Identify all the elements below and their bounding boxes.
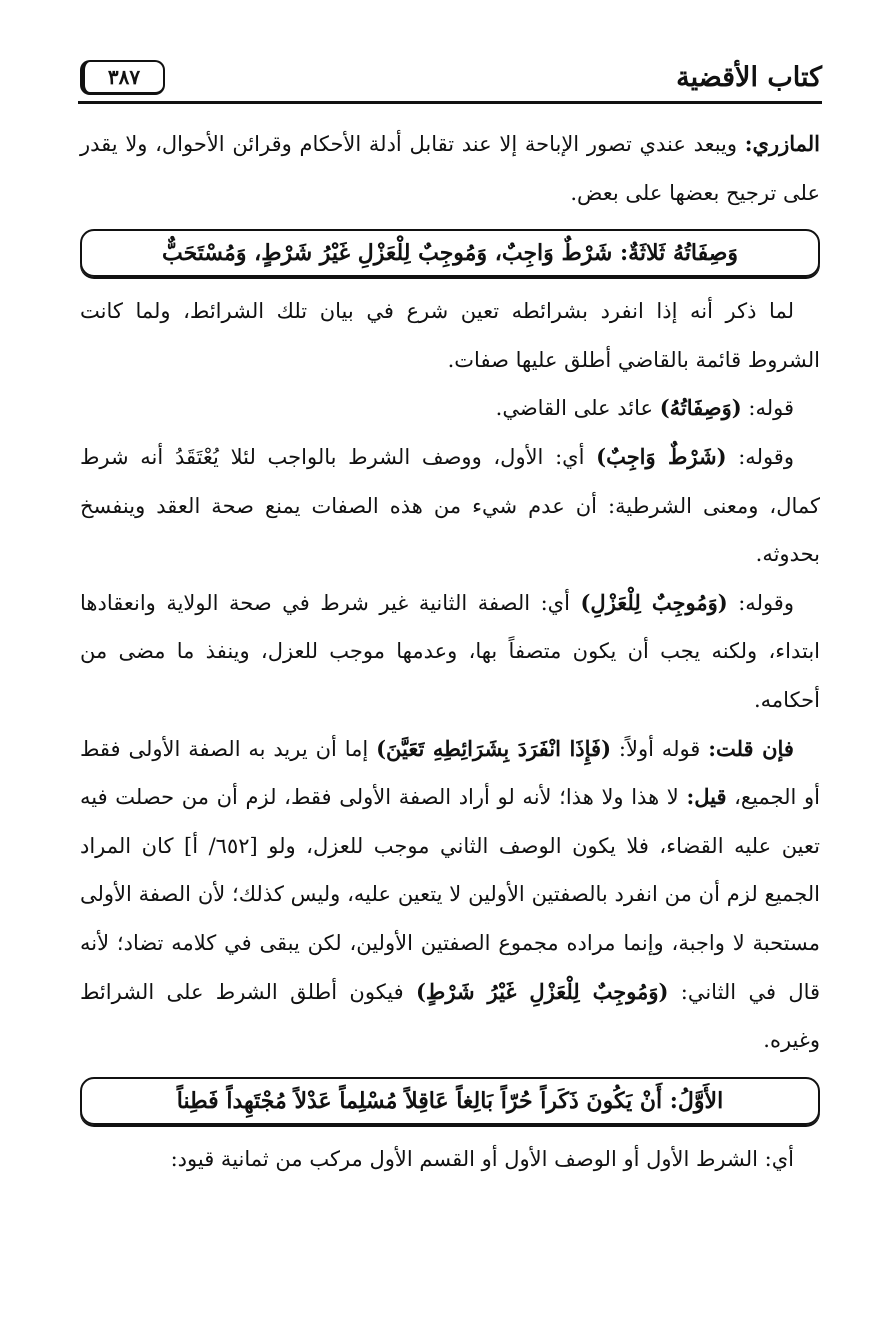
page-header [78, 52, 822, 104]
reply-label: قيل: [686, 784, 727, 810]
paragraph-objection [80, 725, 820, 1065]
paragraph-shart-wajib [80, 433, 820, 579]
matn-quote: (وَمُوجِبٌ لِلْعَزْلِ) [580, 589, 728, 615]
paragraph-lead: وقوله: [726, 444, 794, 469]
paragraph-text: أي: الصفة الثانية غير شرط في صحة الولاية وانعقادها ابتداء، ولكنه يجب أن يكون متصفاً بها، وعدمها موجب للعزل، وينفذ ما مضى من أحكامه. [80, 590, 820, 712]
paragraph-sifatuhu [80, 384, 820, 433]
paragraph-text: فيكون أطلق الشرط على الشرائط وغيره. [80, 979, 820, 1053]
matn-box-qualities: وَصِفَاتُهُ ثَلاثَةٌ: شَرْطٌ وَاجِبٌ، وَمُوجِبٌ لِلْعَزْلِ غَيْرُ شَرْطٍ، وَمُسْتَحَبٌّ [80, 229, 820, 277]
header-rule [78, 101, 822, 104]
matn-quote: (وَصِفَاتُهُ) [659, 395, 742, 421]
paragraph-text: أي: الأول، ووصف الشرط بالواجب لئلا يُعْتَقَدُ أنه شرط كمال، ومعنى الشرطية: أن عدم شيء من هذه الصفات يمنع صحة العقد وينفسخ بحدوثه. [80, 444, 820, 567]
paragraph-text: إما أن يريد به الصفة الأولى فقط أو الجميع، [80, 736, 820, 810]
paragraph-eight-conditions: أي: الشرط الأول أو الوصف الأول أو القسم الأول مركب من ثمانية قيود: [170, 1146, 794, 1171]
page-body [80, 120, 820, 1183]
paragraph-mazari [80, 120, 820, 217]
objection-label: فإن قلت: [708, 735, 794, 761]
matn-quote: (وَمُوجِبٌ لِلْعَزْلِ غَيْرُ شَرْطٍ) [416, 978, 669, 1004]
paragraph-text: عائد على القاضي. [495, 396, 660, 421]
paragraph-mujib-lil-azl [80, 579, 820, 725]
matn-quote: (فَإِذَا انْفَرَدَ بِشَرَائِطِهِ تَعَيَّنَ) [376, 735, 612, 761]
paragraph-text: قوله أولاً: [611, 736, 709, 761]
paragraph-text: ويبعد عندي تصور الإباحة إلا عند تقابل أدلة الأحكام وقرائن الأحوال، ولا يقدر على ترجيح بعضها على بعض. [80, 132, 820, 205]
running-head-title: كتاب الأقضية [676, 62, 822, 93]
matn-box-first-condition: الأَوَّلُ: أَنْ يَكُونَ ذَكَراً حُرّاً بَالِغاً عَاقِلاً مُسْلِماً عَدْلاً مُجْتَهِداً فَطِناً [80, 1077, 820, 1125]
paragraph-lead: قوله: [741, 396, 794, 421]
page-number: ٣٨٧ [80, 60, 165, 95]
paragraph-text: لا هذا ولا هذا؛ لأنه لو أراد الصفة الأولى فقط، لزم أن من حصلت فيه تعين عليه القضاء، فلا يكون الوصف الثاني موجب للعزل، ولو [٦٥٢/ أ] كان المراد الجميع لزم أن من انفرد بالصفتين الأولين لا يتعين عليه، وليس كذلك؛ لأن الصفة الأولى مستحبة لا واجبة، وإنما مراده مجموع الصفتين الأولين، لكن يبقى في كلامه تضاد؛ لأنه قال في الثاني: [80, 785, 821, 1004]
paragraph-lead: وقوله: [727, 590, 794, 615]
paragraph-explanation: لما ذكر أنه إذا انفرد بشرائطه تعين شرع في بيان تلك الشرائط، ولما كانت الشروط قائمة بالقاضي أطلق عليها صفات. [80, 299, 820, 372]
matn-quote: (شَرْطٌ وَاجِبٌ) [596, 443, 727, 469]
scholar-name: المازري: [744, 131, 820, 156]
